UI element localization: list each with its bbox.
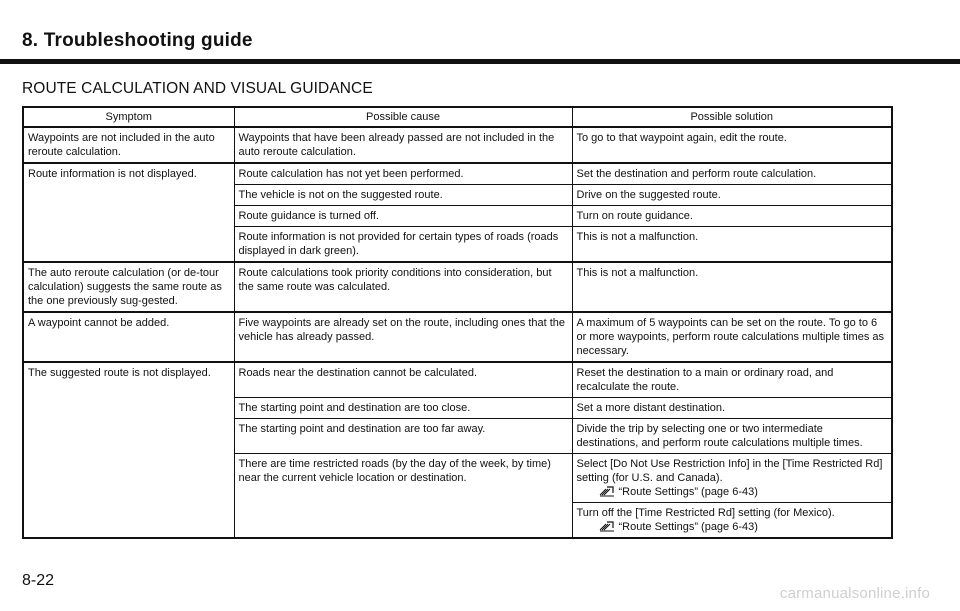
solution-text: Select [Do Not Use Restriction Info] in the [Time Restricted Rd] setting (for U.S. and Canada). [576, 458, 883, 484]
solution-text: Turn off the [Time Restricted Rd] setting (for Mexico). [576, 507, 835, 519]
page-reference [577, 520, 888, 534]
symptom-cell: A waypoint cannot be added. [23, 312, 234, 362]
solution-cell: Set the destination and perform route calculation. [572, 163, 892, 185]
cause-cell: Route information is not provided for certain types of roads (roads displayed in dark green). [234, 227, 572, 263]
table-header-row [23, 107, 892, 127]
solution-cell: Set a more distant destination. [572, 398, 892, 419]
symptom-cell: Route information is not displayed. [23, 163, 234, 262]
column-header-symptom: Symptom [23, 107, 234, 127]
table-row [23, 362, 892, 398]
cause-cell: Roads near the destination cannot be calculated. [234, 362, 572, 398]
table-row [23, 312, 892, 362]
solution-cell: Drive on the suggested route. [572, 185, 892, 206]
cause-cell: Route calculations took priority conditions into consideration, but the same route was calculated. [234, 262, 572, 312]
cause-cell: The starting point and destination are too close. [234, 398, 572, 419]
solution-cell: Reset the destination to a main or ordinary road, and recalculate the route. [572, 362, 892, 398]
table-row [23, 163, 892, 185]
solution-cell: Turn on route guidance. [572, 206, 892, 227]
table-row [23, 262, 892, 312]
watermark: carmanualsonline.info [779, 585, 930, 602]
column-header-solution: Possible solution [572, 107, 892, 127]
cause-cell: Waypoints that have been already passed are not included in the auto reroute calculation. [234, 127, 572, 163]
solution-cell: To go to that waypoint again, edit the route. [572, 127, 892, 163]
page-reference-icon [599, 485, 615, 497]
cause-cell: Route guidance is turned off. [234, 206, 572, 227]
cause-cell: The vehicle is not on the suggested route. [234, 185, 572, 206]
page-reference-icon [599, 520, 615, 532]
solution-cell: This is not a malfunction. [572, 227, 892, 263]
solution-cell: A maximum of 5 waypoints can be set on the route. To go to 6 or more waypoints, perform route calculations multiple times as necessary. [572, 312, 892, 362]
page-reference-text: “Route Settings” (page 6-43) [618, 486, 758, 498]
solution-cell: This is not a malfunction. [572, 262, 892, 312]
symptom-cell: The suggested route is not displayed. [23, 362, 234, 538]
column-header-cause: Possible cause [234, 107, 572, 127]
solution-cell [572, 454, 892, 503]
page-number: 8-22 [22, 572, 55, 589]
cause-cell: There are time restricted roads (by the day of the week, by time) near the current vehicle location or destination. [234, 454, 572, 539]
table-row [23, 127, 892, 163]
solution-cell [572, 503, 892, 539]
symptom-cell: The auto reroute calculation (or de-tour calculation) suggests the same route as the one previously sug-gested. [23, 262, 234, 312]
troubleshooting-table [22, 106, 893, 539]
chapter-title: 8. Troubleshooting guide [22, 30, 253, 51]
section-title: ROUTE CALCULATION AND VISUAL GUIDANCE [22, 80, 373, 97]
page-reference-text: “Route Settings” (page 6-43) [618, 521, 758, 533]
cause-cell: Route calculation has not yet been performed. [234, 163, 572, 185]
chapter-rule [0, 59, 960, 64]
cause-cell: Five waypoints are already set on the route, including ones that the vehicle has already passed. [234, 312, 572, 362]
cause-cell: The starting point and destination are too far away. [234, 419, 572, 454]
solution-cell: Divide the trip by selecting one or two intermediate destinations, and perform route calculations multiple times. [572, 419, 892, 454]
symptom-cell: Waypoints are not included in the auto reroute calculation. [23, 127, 234, 163]
page-reference [577, 485, 888, 499]
